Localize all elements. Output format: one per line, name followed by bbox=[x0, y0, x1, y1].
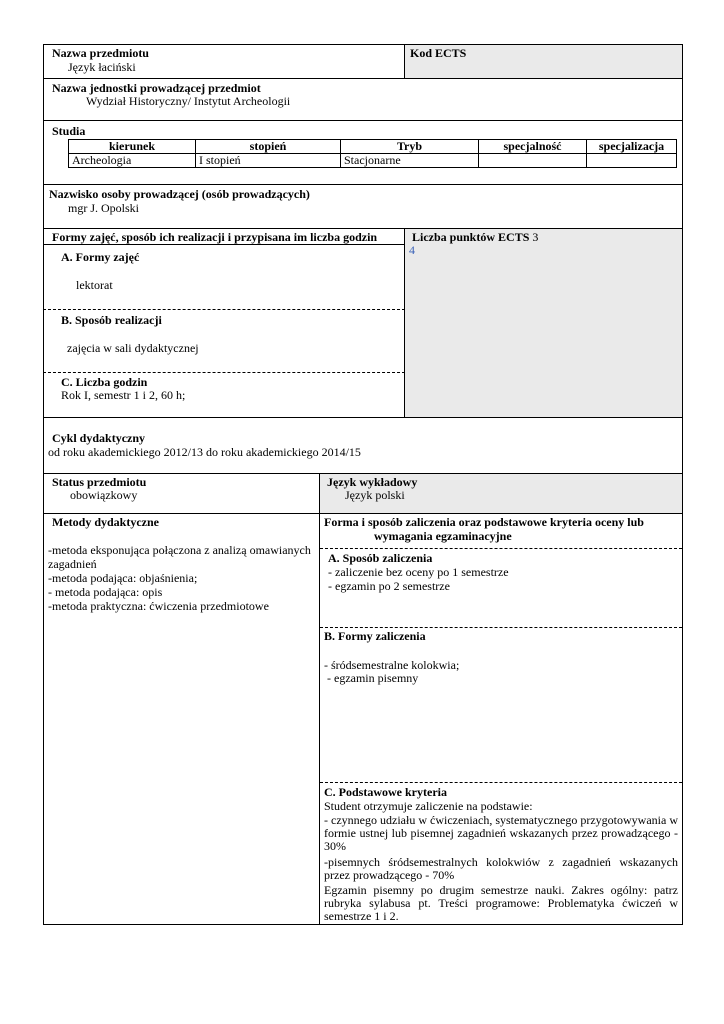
przedmiot-value: Język łaciński bbox=[68, 60, 136, 74]
zaliczenie-b-item: - śródsemestralne kolokwia; bbox=[324, 658, 460, 672]
studia-data-row bbox=[69, 154, 677, 168]
jezyk-label: Język wykładowy bbox=[327, 475, 418, 489]
status-label: Status przedmiotu bbox=[52, 475, 147, 489]
formy-c-label: C. Liczba godzin bbox=[61, 375, 148, 389]
zaliczenie-c-intro: Student otrzymuje zaliczenie na podstawie: bbox=[324, 799, 533, 813]
jednostka-label: Nazwa jednostki prowadzącej przedmiot bbox=[52, 81, 261, 95]
ects-value: 3 bbox=[532, 230, 539, 244]
metody-line: zagadnień bbox=[48, 557, 97, 571]
cykl-label: Cykl dydaktyczny bbox=[52, 431, 146, 445]
zaliczenie-c-label: C. Podstawowe kryteria bbox=[324, 785, 447, 799]
przedmiot-label: Nazwa przedmiotu bbox=[52, 46, 149, 60]
studia-header: stopień bbox=[196, 140, 341, 154]
zaliczenie-b-label: B. Formy zaliczenia bbox=[324, 629, 426, 643]
formy-c-value: Rok I, semestr 1 i 2, 60 h; bbox=[61, 388, 186, 402]
zaliczenie-label-cont: wymagania egzaminacyjne bbox=[374, 529, 512, 543]
formy-b-value: zajęcia w sali dydaktycznej bbox=[67, 341, 199, 355]
ects-value2: 4 bbox=[409, 243, 415, 257]
metody-label: Metody dydaktyczne bbox=[52, 515, 159, 529]
studia-header: Tryb bbox=[341, 140, 479, 154]
kod-ects-label: Kod ECTS bbox=[410, 46, 467, 60]
status-value: obowiązkowy bbox=[70, 488, 138, 502]
studia-table bbox=[68, 139, 677, 168]
zaliczenie-a-label: A. Sposób zaliczenia bbox=[328, 551, 433, 565]
prowadzacy-value: mgr J. Opolski bbox=[68, 201, 140, 215]
metody-line: -metoda praktyczna: ćwiczenia przedmiotowe bbox=[48, 599, 269, 613]
ects-line bbox=[412, 231, 538, 244]
zaliczenie-b-item: - egzamin pisemny bbox=[324, 671, 419, 685]
studia-header-row bbox=[69, 140, 677, 154]
studia-header: specjalność bbox=[479, 140, 587, 154]
studia-cell bbox=[479, 154, 587, 168]
metody-line: -metoda eksponująca połączona z analizą omawianych bbox=[48, 543, 311, 557]
formy-label: Formy zajęć, sposób ich realizacji i przypisana im liczba godzin bbox=[52, 230, 378, 244]
ects-cell bbox=[405, 229, 682, 417]
studia-header: kierunek bbox=[69, 140, 196, 154]
zaliczenie-c-paragraph: Egzamin pisemny po drugim semestrze nauki. Zakres ogólny: patrz rubryka sylabusa pt. Treści programowe: Problematyka ćwiczeń w semestrze 1 i 2. bbox=[324, 883, 678, 923]
metody-line: -metoda podająca: objaśnienia; bbox=[48, 571, 198, 585]
cykl-value: od roku akademickiego 2012/13 do roku akademickiego 2014/15 bbox=[48, 445, 361, 459]
studia-cell: Archeologia bbox=[69, 154, 196, 168]
ects-label: Liczba punktów ECTS bbox=[412, 230, 530, 244]
zaliczenie-a-item: - zaliczenie bez oceny po 1 semestrze bbox=[328, 565, 509, 579]
zaliczenie-label: Forma i sposób zaliczenia oraz podstawowe kryteria oceny lub bbox=[324, 515, 644, 529]
studia-label: Studia bbox=[52, 124, 86, 138]
studia-cell: I stopień bbox=[196, 154, 341, 168]
formy-b-label: B. Sposób realizacji bbox=[61, 313, 162, 327]
zaliczenie-c-paragraph: - czynnego udziału w ćwiczeniach, systematycznego przygotowywania w formie ustnej lub pisemnej zagadnień wskazanych przez prowadzącego - 30% bbox=[324, 813, 678, 853]
prowadzacy-label: Nazwisko osoby prowadzącej (osób prowadzących) bbox=[49, 187, 310, 201]
zaliczenie-a-item: - egzamin po 2 semestrze bbox=[328, 579, 450, 593]
studia-cell bbox=[587, 154, 677, 168]
jednostka-value: Wydział Historyczny/ Instytut Archeologii bbox=[86, 94, 291, 108]
formy-a-value: lektorat bbox=[76, 278, 113, 292]
studia-header: specjalizacja bbox=[587, 140, 677, 154]
metody-line: - metoda podająca: opis bbox=[48, 585, 163, 599]
zaliczenie-c-paragraph: -pisemnych śródsemestralnych kolokwiów z zagadnień wskazanych przez prowadzącego - 70% bbox=[324, 855, 678, 882]
studia-cell: Stacjonarne bbox=[341, 154, 479, 168]
formy-a-label: A. Formy zajęć bbox=[61, 250, 140, 264]
jezyk-value: Język polski bbox=[345, 488, 405, 502]
